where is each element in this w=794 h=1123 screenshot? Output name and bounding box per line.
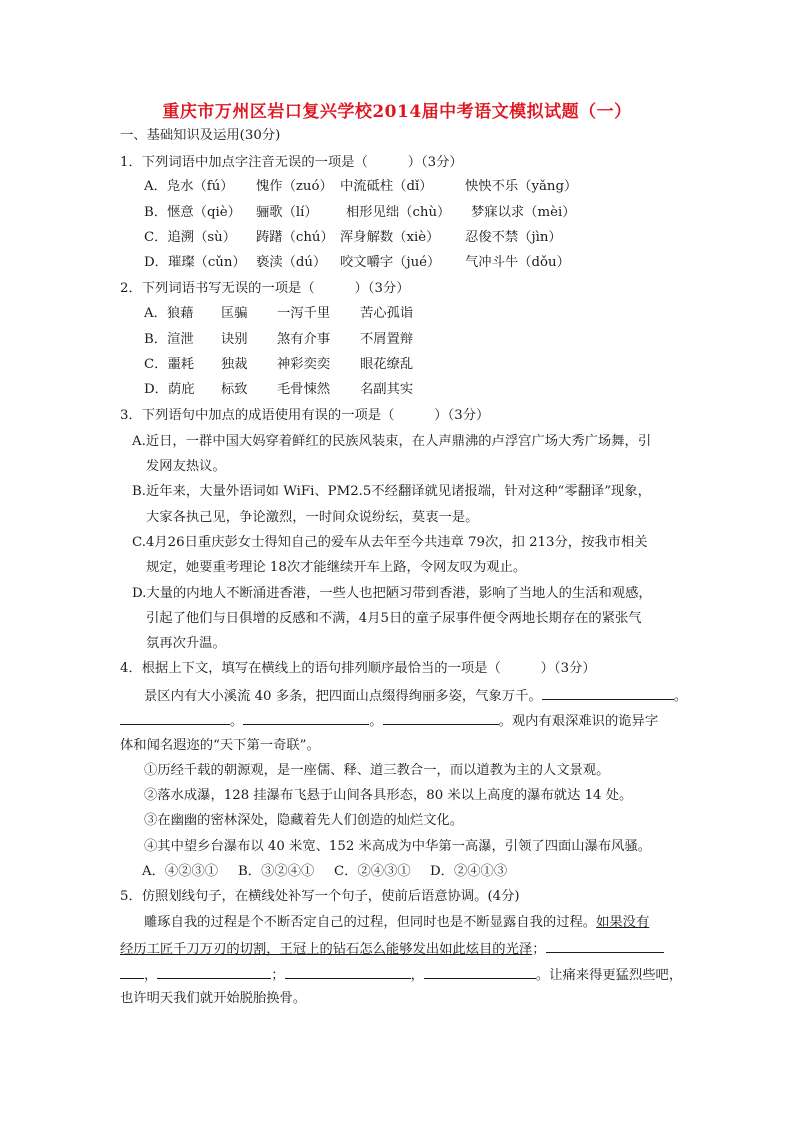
q3-option-b-line2: 大家各执己见，争论激烈，一时间众说纷纭，莫衷一是。 [146, 510, 479, 525]
q2-a2: 匡骗 [221, 306, 248, 321]
q4-blank-3[interactable] [243, 711, 369, 725]
q3-stem: 3．下列语句中加点的成语使用有误的一项是（ ）（3分） [120, 408, 490, 423]
q1-d4: 气冲斗牛（dǒu） [465, 255, 570, 270]
q5-text-plain: 雕琢自我的过程是个不断否定自己的过程，但同时也是不断显露自我的过程。 [144, 915, 597, 930]
q2-b1: B．渲泄 [144, 332, 194, 347]
q4-blank-1[interactable] [542, 686, 674, 700]
q4-item-2: ②落水成瀑，128 挂瀑布飞悬于山间各具形态，80 米以上高度的瀑布就达 14 处。 [144, 788, 633, 803]
q1-b4: 梦寐以求（mèi） [471, 205, 576, 220]
q1-c2: 踌躇（chú） [256, 230, 334, 245]
q4-period-4: 。 [498, 714, 512, 729]
q3-option-d-line1: D.大量的内地人不断涌进香港，一些人也把陋习带到香港，影响了当地人的生活和观感， [132, 586, 652, 601]
q1-d3: 咬文嚼字（jué） [340, 255, 441, 270]
q4-passage-tail: 观内有艰深难识的诡异字 [511, 714, 659, 729]
q5-passage-line4: 也许明天我们就开始脱胎换骨。 [120, 991, 307, 1006]
q5-comma-1: ， [144, 968, 158, 983]
q4-passage-line3: 体和闻名遐迩的“天下第一奇联”。 [120, 738, 320, 753]
q4-period-3: 。 [369, 714, 383, 729]
q1-row-d [132, 254, 692, 272]
q4-option-a: A．④②③① [142, 864, 219, 879]
q4-option-c: C．②④③① [334, 864, 411, 879]
q2-d4: 名副其实 [360, 382, 414, 397]
q5-blank-1[interactable] [546, 939, 664, 953]
q3-option-d-line2: 引起了他们与日俱增的反感和不满，4月5日的童子尿事件便令两地长期存在的紧张气 [146, 611, 642, 626]
q4-passage-text1: 景区内有大小溪流 40 多条，把四面山点缀得绚丽多姿，气象万千。 [144, 689, 542, 704]
q1-a1: A．凫水（fú） [144, 179, 234, 194]
q1-b1: B．惬意（qiè） [144, 205, 241, 220]
q5-stem: 5．仿照划线句子，在横线处补写一个句子，使前后语意协调。(4分) [120, 889, 520, 904]
exam-title: 重庆市万州区岩口复兴学校2014届中考语文模拟试题（一） [162, 102, 632, 122]
q5-blank-1-cont[interactable] [120, 965, 144, 979]
q2-c2: 独裁 [221, 357, 248, 372]
q2-b3: 煞有介事 [277, 332, 331, 347]
q3-option-c-line1: C.4月26日重庆彭女士得知自己的爱车从去年至今共违章 79次，扣 213分，按我市相关 [132, 535, 648, 550]
q2-c4: 眼花缭乱 [360, 357, 414, 372]
q1-row-b [132, 204, 692, 222]
q2-row-b [132, 331, 692, 349]
section-heading: 一、基础知识及运用(30分) [120, 128, 281, 143]
q2-a3: 一泻千里 [277, 306, 331, 321]
q3-option-b-line1: B.近年来，大量外语词如 WiFi、PM2.5不经翻译就见诸报端，针对这种“零翻译”现象， [132, 484, 651, 499]
q1-stem: 1．下列词语中加点字注音无误的一项是（ ）（3分） [120, 155, 463, 170]
q5-underlined-sentence-end: 经历工匠千刀万刃的切割，王冠上的钻石怎么能够发出如此炫目的光泽 [120, 942, 533, 957]
q4-stem: 4．根据上下文，填写在横线上的语句排列顺序最恰当的一项是（ ）（3分） [120, 661, 596, 676]
q1-a2: 愧作（zuó） [256, 179, 333, 194]
q5-blank-2[interactable] [157, 965, 271, 979]
q5-passage-line3 [120, 965, 682, 985]
q3-option-c-line2: 规定，她要重考理论 18次才能继续开车上路，令网友叹为观止。 [146, 560, 527, 575]
q5-underlined-sentence-start: 如果没有 [596, 915, 650, 930]
q2-row-d [132, 381, 692, 399]
q1-c3: 浑身解数（xiè） [340, 230, 440, 245]
q2-row-a [132, 305, 692, 323]
q4-period: 。 [673, 689, 687, 704]
q4-blank-2[interactable] [120, 711, 230, 725]
q1-row-a [132, 178, 692, 196]
q4-option-b: B．③②④① [238, 864, 315, 879]
q2-b2: 诀别 [221, 332, 248, 347]
q3-option-d-line3: 氛再次升温。 [146, 636, 226, 651]
q5-passage-line1 [144, 914, 649, 932]
q4-option-d: D．②④①③ [430, 864, 508, 879]
q4-period-2: 。 [230, 714, 244, 729]
q5-semicolon-2: ； [271, 968, 285, 983]
q1-c4: 忍俊不禁（jìn） [465, 230, 562, 245]
q1-c1: C．追溯（sù） [144, 230, 237, 245]
q5-blank-4[interactable] [424, 965, 536, 979]
q2-d2: 标致 [221, 382, 248, 397]
q4-passage-line2 [120, 711, 658, 731]
q2-b4: 不屑置辩 [360, 332, 414, 347]
q4-item-1: ①历经千载的朝源观，是一座儒、释、道三教合一，而以道教为主的人文景观。 [144, 763, 610, 778]
q5-passage-line2 [120, 939, 664, 959]
q1-d2: 亵渎（dú） [256, 255, 327, 270]
q4-blank-4[interactable] [383, 711, 499, 725]
q1-a3: 中流砥柱（dǐ） [340, 179, 433, 194]
q2-d3: 毛骨悚然 [277, 382, 331, 397]
q5-blank-3[interactable] [285, 965, 411, 979]
q5-semicolon: ； [532, 942, 546, 957]
q1-a4: 怏怏不乐（yǎng） [465, 179, 578, 194]
q2-a1: A．狼藉 [144, 306, 194, 321]
q5-tail: 。让痛来得更猛烈些吧， [535, 968, 683, 983]
q2-row-c [132, 356, 692, 374]
q4-item-3: ③在幽幽的密林深处，隐藏着先人们创造的灿烂文化。 [144, 813, 464, 828]
q4-item-4: ④其中望乡台瀑布以 40 米宽、152 米高成为中华第一高瀑，引领了四面山瀑布风骚。 [144, 839, 652, 854]
q5-comma-2: ， [410, 968, 424, 983]
q1-row-c [132, 229, 692, 247]
q2-d1: D．荫庇 [144, 382, 195, 397]
q2-stem: 2．下列词语书写无误的一项是（ ）（3分） [120, 281, 410, 296]
q4-options [132, 863, 532, 881]
q2-a4: 苦心孤诣 [360, 306, 414, 321]
q1-d1: D．璀璨（cǔn） [144, 255, 246, 270]
q2-c1: C．噩耗 [144, 357, 195, 372]
q4-passage-line1 [144, 686, 687, 706]
q1-b3: 相形见绌（chù） [346, 205, 451, 220]
q1-b2: 骊歌（lí） [256, 205, 318, 220]
q3-option-a-line1: A.近日，一群中国大妈穿着鲜红的民族风装束，在人声鼎沸的卢浮宫广场大秀广场舞，引 [132, 434, 652, 449]
q3-option-a-line2: 发网友热议。 [146, 459, 226, 474]
q2-c3: 神彩奕奕 [277, 357, 331, 372]
